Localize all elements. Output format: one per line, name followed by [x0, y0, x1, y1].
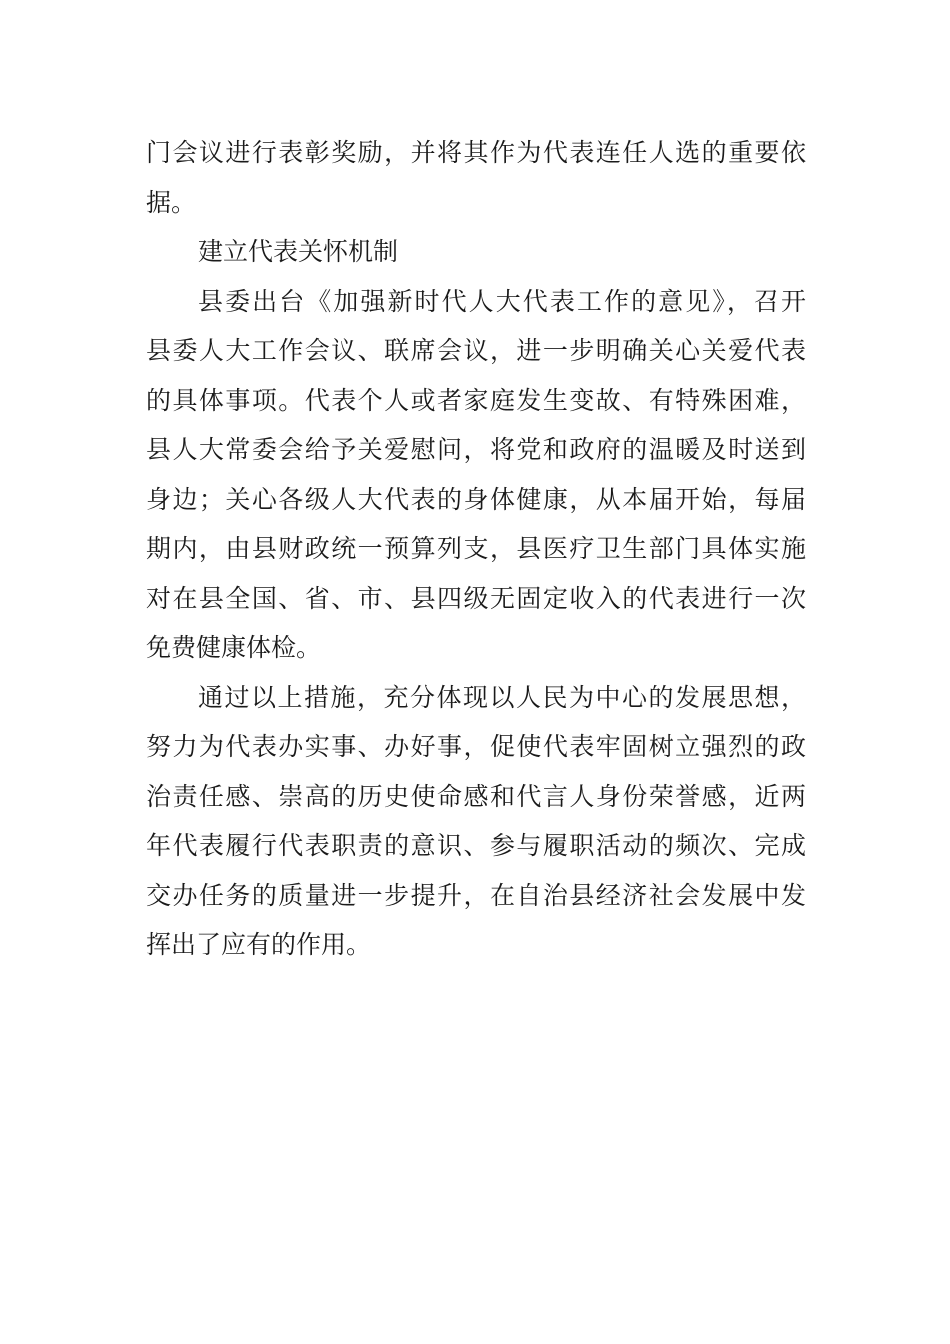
text-line: 县人大常委会给予关爱慰问，将党和政府的温暖及时送到	[146, 435, 806, 464]
text-line: 对在县全国、省、市、县四级无固定收入的代表进行一次	[146, 583, 806, 613]
heading-text: 建立代表关怀机制	[198, 237, 399, 266]
section-heading	[146, 227, 806, 277]
text-line: 交办任务的质量进一步提升，在自治县经济社会发展中发	[146, 880, 806, 910]
text-line: 县委出台《加强新时代人大代表工作的意见》，召开	[198, 286, 806, 316]
text-line: 据。	[146, 187, 197, 217]
paragraph-conclusion	[146, 673, 806, 970]
text-line: 县委人大工作会议、联席会议，进一步明确关心关爱代表	[146, 336, 806, 365]
text-line: 治责任感、崇高的历史使命感和代言人身份荣誉感，近两	[146, 781, 806, 811]
paragraph-continuation	[146, 128, 806, 227]
text-line: 的具体事项。代表个人或者家庭发生变故、有特殊困难，	[146, 385, 806, 415]
text-line: 门会议进行表彰奖励，并将其作为代表连任人选的重要依	[146, 138, 806, 167]
text-line: 努力为代表办实事、办好事，促使代表牢固树立强烈的政	[146, 732, 806, 761]
paragraph-care-mechanism	[146, 277, 806, 673]
text-line: 期内，由县财政统一预算列支，县医疗卫生部门具体实施	[146, 534, 806, 563]
text-line: 身边；关心各级人大代表的身体健康，从本届开始，每届	[146, 484, 806, 514]
text-line: 年代表履行代表职责的意识、参与履职活动的频次、完成	[146, 831, 806, 860]
text-line: 通过以上措施，充分体现以人民为中心的发展思想，	[198, 682, 806, 712]
text-line: 挥出了应有的作用。	[146, 930, 372, 959]
document-body	[146, 128, 806, 970]
text-line: 免费健康体检。	[146, 633, 322, 662]
